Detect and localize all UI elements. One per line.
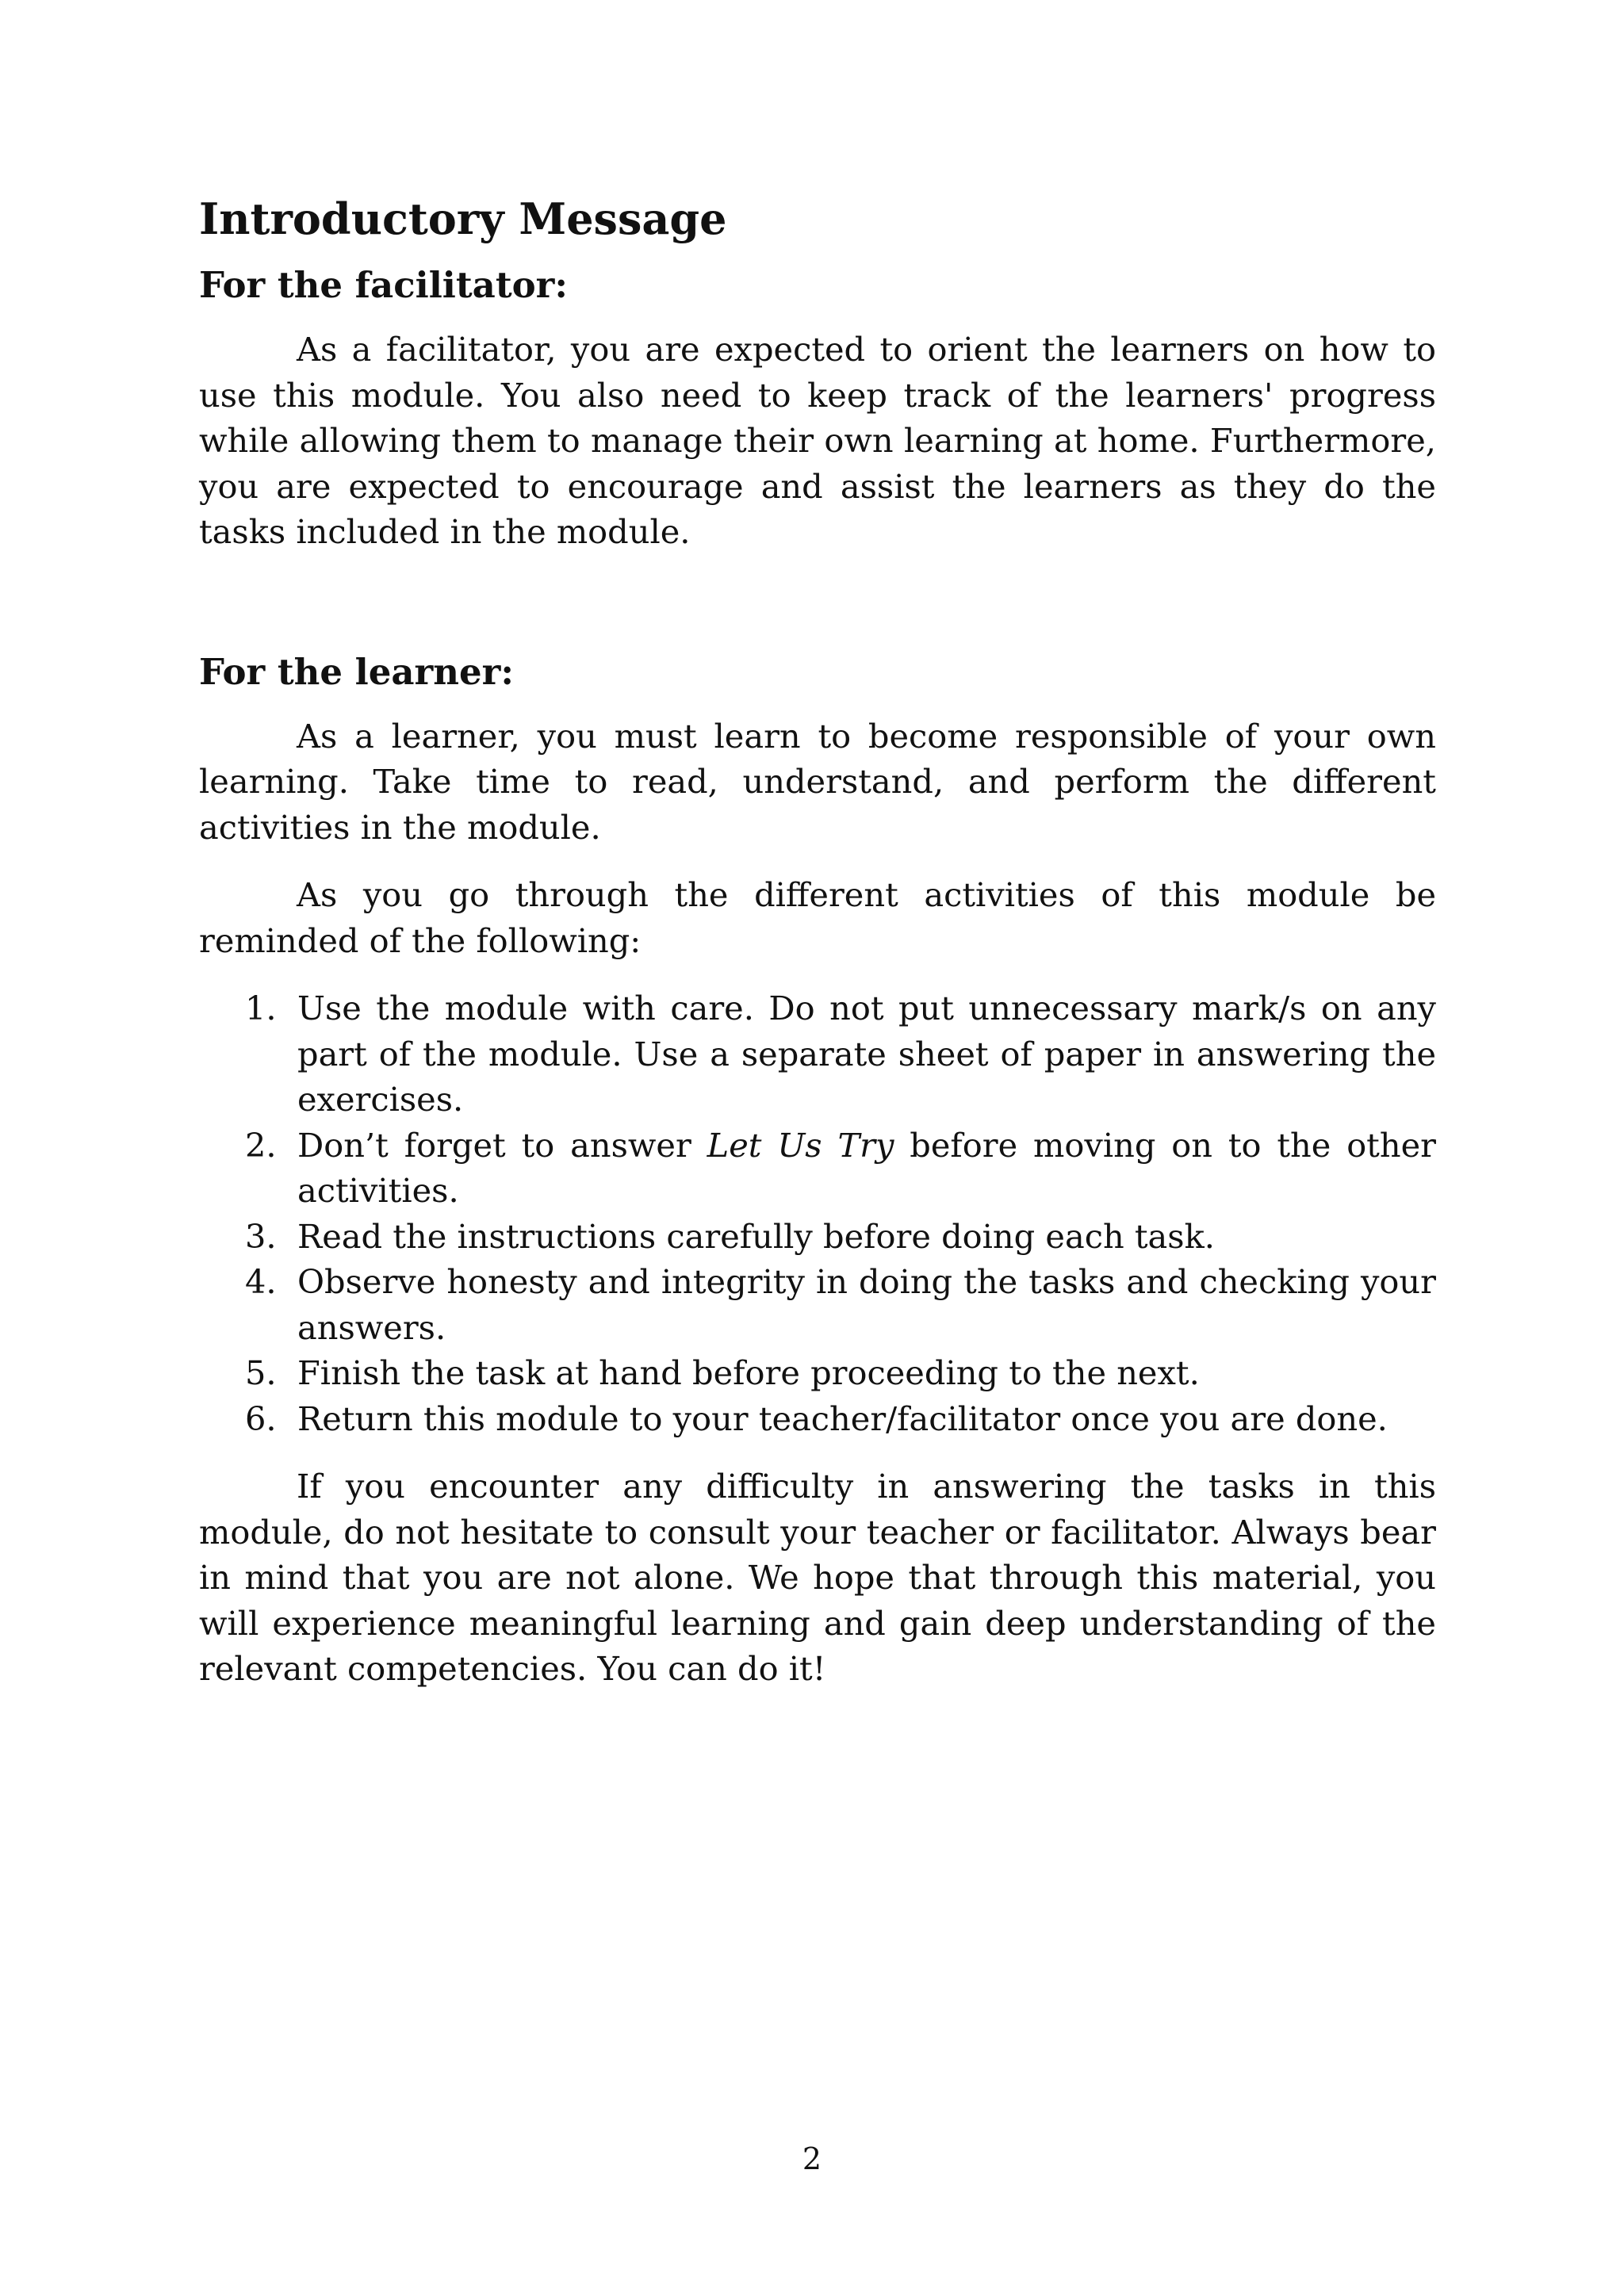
list-item [199,1259,1436,1350]
reminders-list [199,985,1436,1441]
list-item-number: 6. [245,1399,277,1438]
list-item [199,1396,1436,1442]
list-item [199,1214,1436,1260]
list-item-text: Return this module to your teacher/facilitator once you are done. [297,1399,1388,1438]
list-item [199,985,1436,1123]
list-item [199,1123,1436,1214]
learner-paragraph-2: As you go through the different activities of this module be reminded of the following: [199,875,1436,960]
list-item [199,1350,1436,1396]
closing-paragraph: If you encounter any difficulty in answering the tasks in this module, do not hesitate to consult your teacher or facilitator. Always bear in mind that you are not alone. We hope that through this material, you will experience meaningful learning and gain deep understanding of the relevant competencies. You can do it! [199,1467,1436,1688]
document-page [199,190,1436,1692]
list-item-text: Finish the task at hand before proceeding to the next. [297,1353,1200,1392]
section-spacer [199,555,1436,649]
list-item-number: 1. [245,989,277,1027]
list-item-text: Observe honesty and integrity in doing the tasks and checking your answers. [297,1262,1436,1347]
list-item-number: 4. [245,1262,277,1301]
list-item-text: Use the module with care. Do not put unnecessary mark/s on any part of the module. Use a separate sheet of paper in answering the exercises. [297,989,1436,1119]
learner-heading: For the learner: [199,650,514,693]
page-number: 2 [802,2141,822,2176]
list-item-number: 2. [245,1125,277,1165]
list-item-italic-text: Let Us Try [707,1125,894,1165]
list-item-number: 3. [245,1216,277,1256]
list-item-number: 5. [245,1353,277,1392]
facilitator-heading: For the facilitator: [199,264,568,306]
learner-paragraph-1: As a learner, you must learn to become responsible of your own learning. Take time to read, understand, and perform the different activities in the module. [199,716,1436,847]
page-title: Introductory Message [199,193,727,244]
facilitator-paragraph: As a facilitator, you are expected to orient the learners on how to use this module. You also need to keep track of the learners' progress while allowing them to manage their own learning at home. Furthermore, you are expected to encourage and assist the learners as they do the tasks included in the module. [199,330,1436,551]
list-item-text-before: Don’t forget to answer [297,1125,707,1165]
paragraph-spacer [199,850,1436,872]
list-item-text-after: before moving on to the other activities. [297,1125,1436,1210]
list-item-text: Read the instructions carefully before doing each task. [297,1216,1215,1256]
